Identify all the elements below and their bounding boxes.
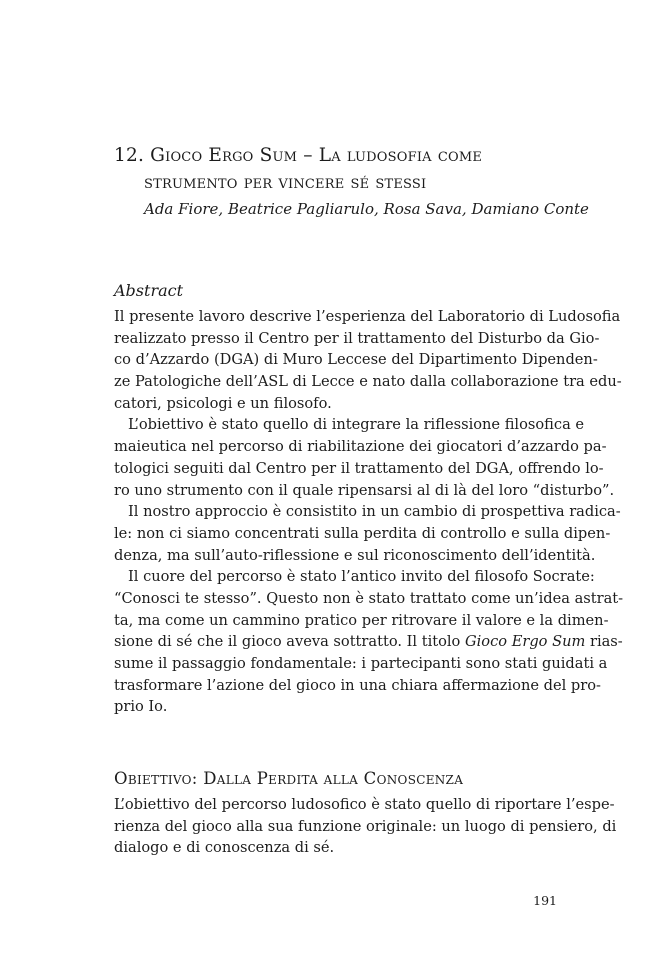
abstract-body xyxy=(114,306,624,718)
text-line: dialogo e di conoscenza di sé. xyxy=(114,839,335,857)
text-line: Il presente lavoro descrive l’esperienza del Laboratorio di Ludosofia xyxy=(114,308,621,325)
italic-title: Gioco Ergo Sum xyxy=(464,633,586,651)
chapter-authors: Ada Fiore, Beatrice Pagliarulo, Rosa Sava, Damiano Conte xyxy=(144,200,589,218)
text-line: Il nostro approccio è consistito in un cambio di prospettiva radica- xyxy=(128,503,621,521)
chapter-number: 12. xyxy=(114,145,145,166)
text-line: maieutica nel percorso di riabilitazione dei giocatori d’azzardo pa- xyxy=(114,438,607,456)
text-line: sume il passaggio fondamentale: i partecipanti sono stati guidati a xyxy=(114,655,608,672)
text-segment: sione di sé che il gioco aveva sottratto. Il titolo xyxy=(114,633,465,651)
text-line: L’obiettivo del percorso ludosofico è stato quello di riportare l’espe- xyxy=(114,796,615,813)
text-line: prio Io. xyxy=(114,698,168,716)
chapter-title-line-1: Gioco Ergo Sum – La ludosofia come xyxy=(150,145,483,166)
text-line: co d’Azzardo (DGA) di Muro Leccese del Dipartimento Dipenden- xyxy=(114,351,598,369)
text-line: rienza del gioco alla sua funzione originale: un luogo di pensiero, di xyxy=(114,817,617,835)
text-line: tologici seguiti dal Centro per il trattamento del DGA, offrendo lo- xyxy=(114,459,604,477)
text-line: L’obiettivo è stato quello di integrare la riflessione filosofica e xyxy=(128,416,585,434)
text-line: trasformare l’azione del gioco in una chiara affermazione del pro- xyxy=(114,676,601,694)
text-line: le: non ci siamo concentrati sulla perdita di controllo e sulla dipen- xyxy=(114,524,611,542)
abstract-heading: Abstract xyxy=(114,281,184,300)
chapter-title xyxy=(114,142,554,196)
section-body xyxy=(114,794,617,859)
page-number: 191 xyxy=(533,893,557,908)
text-line: realizzato presso il Centro per il trattamento del Disturbo da Gio- xyxy=(114,329,600,347)
text-line: Il cuore del percorso è stato l’antico invito del filosofo Socrate: xyxy=(128,568,595,586)
section-heading: Obiettivo: Dalla Perdita alla Conoscenza xyxy=(114,769,464,788)
text-line: denza, ma sull’auto-riflessione e sul riconoscimento dell’identità. xyxy=(114,546,596,564)
text-line: ro uno strumento con il quale ripensarsi al di là del loro “disturbo”. xyxy=(114,481,615,499)
text-line: ta, ma come un cammino pratico per ritrovare il valore e la dimen- xyxy=(114,611,609,629)
text-line: “Conosci te stesso”. Questo non è stato trattato come un’idea astrat- xyxy=(114,589,624,607)
text-line: catori, psicologi e un filosofo. xyxy=(114,394,332,412)
text-line-with-italic-title xyxy=(114,631,623,653)
chapter-title-line-2: strumento per vincere sé stessi xyxy=(144,172,427,193)
text-line: ze Patologiche dell’ASL di Lecce e nato dalla collaborazione tra edu- xyxy=(114,373,622,391)
text-segment: rias- xyxy=(585,633,623,651)
